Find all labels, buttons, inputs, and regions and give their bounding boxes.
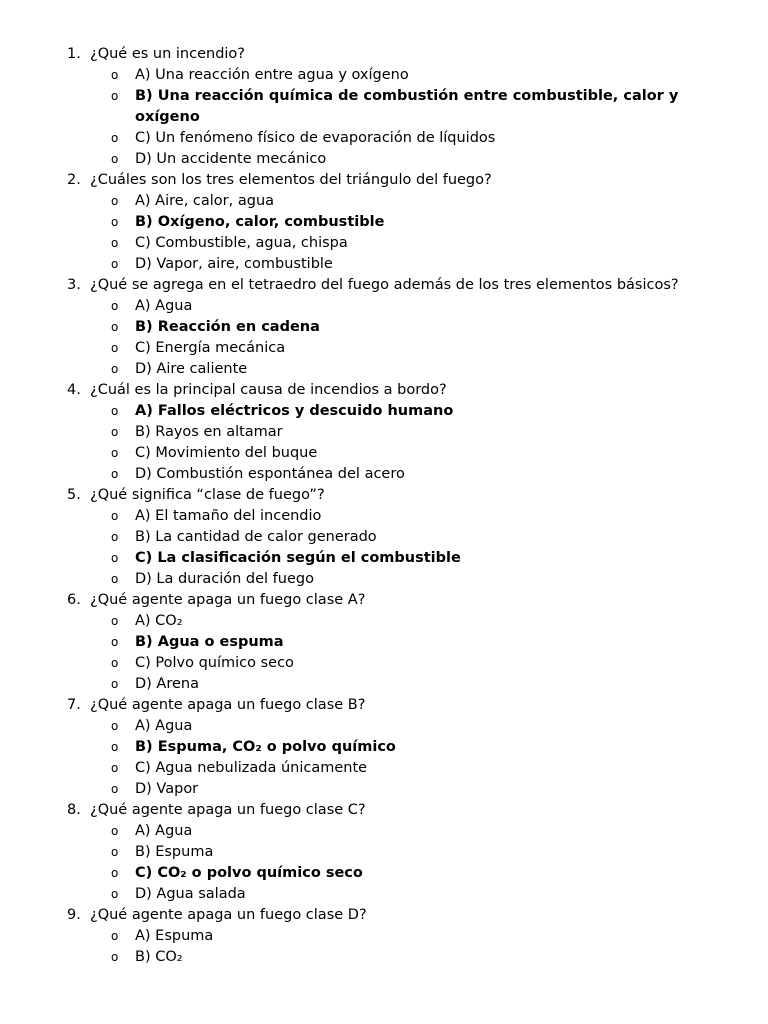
correct-answer-option	[0, 632, 768, 653]
answer-option	[0, 716, 768, 737]
bullet-icon: o	[111, 404, 119, 418]
answer-option-text: C) Combustible, agua, chispa	[135, 235, 348, 251]
question-6	[0, 590, 768, 695]
bullet-icon: o	[111, 257, 119, 271]
answer-option-text: B) Reacción en cadena	[135, 319, 320, 335]
question-text: ¿Qué significa “clase de fuego”?	[90, 487, 325, 503]
bullet-icon: o	[111, 614, 119, 628]
bullet-icon: o	[111, 215, 119, 229]
answer-option	[0, 506, 768, 527]
question-3	[0, 275, 768, 380]
bullet-icon: o	[111, 866, 119, 880]
bullet-icon: o	[111, 341, 119, 355]
question-text: ¿Qué agente apaga un fuego clase D?	[90, 907, 367, 923]
question-5	[0, 485, 768, 590]
answer-option	[0, 779, 768, 800]
question-4	[0, 380, 768, 485]
question-text: ¿Qué se agrega en el tetraedro del fuego además de los tres elementos básicos?	[90, 277, 679, 293]
answer-option-text: C) Energía mecánica	[135, 340, 286, 356]
answer-option-text: A) Agua	[135, 718, 193, 734]
answer-option	[0, 821, 768, 842]
bullet-icon: o	[111, 152, 119, 166]
question-row	[0, 590, 768, 611]
answer-option-text: D) Agua salada	[135, 886, 246, 902]
correct-answer-option	[0, 86, 768, 128]
answer-option-text: B) La cantidad de calor generado	[135, 529, 377, 545]
answer-option-text: C) Movimiento del buque	[135, 445, 318, 461]
answer-option	[0, 296, 768, 317]
bullet-icon: o	[111, 68, 119, 82]
bullet-icon: o	[111, 467, 119, 481]
bullet-icon: o	[111, 572, 119, 586]
bullet-icon: o	[111, 929, 119, 943]
question-2	[0, 170, 768, 275]
answer-option	[0, 884, 768, 905]
question-row	[0, 275, 768, 296]
bullet-icon: o	[111, 446, 119, 460]
bullet-icon: o	[111, 530, 119, 544]
answer-option-text: A) Aire, calor, agua	[135, 193, 275, 209]
answer-option	[0, 527, 768, 548]
question-row	[0, 800, 768, 821]
question-row	[0, 695, 768, 716]
question-text: ¿Cuál es la principal causa de incendios a bordo?	[90, 382, 447, 398]
question-number: 9.	[67, 907, 81, 923]
question-text: ¿Qué agente apaga un fuego clase A?	[90, 592, 366, 608]
answer-option	[0, 233, 768, 254]
answer-option	[0, 947, 768, 968]
answer-option-text: A) El tamaño del incendio	[135, 508, 322, 524]
bullet-icon: o	[111, 824, 119, 838]
bullet-icon: o	[111, 89, 119, 103]
answer-option-text: B) Agua o espuma	[135, 634, 284, 650]
answer-option-text: A) Fallos eléctricos y descuido humano	[135, 403, 454, 419]
question-row	[0, 485, 768, 506]
answer-option	[0, 254, 768, 275]
answer-option-text: B) Rayos en altamar	[135, 424, 283, 440]
correct-answer-option	[0, 737, 768, 758]
answer-option-text: B) Una reacción química de combustión entre combustible, calor y oxígeno	[135, 88, 679, 125]
bullet-icon: o	[111, 299, 119, 313]
answer-option	[0, 653, 768, 674]
answer-option-text: C) Agua nebulizada únicamente	[135, 760, 368, 776]
correct-answer-option	[0, 863, 768, 884]
answer-option-text: B) Espuma	[135, 844, 214, 860]
answer-option-text: C) La clasificación según el combustible	[135, 550, 461, 566]
question-text: ¿Qué es un incendio?	[90, 46, 246, 62]
answer-option-text: A) CO₂	[135, 613, 183, 629]
quiz-list	[0, 44, 768, 968]
bullet-icon: o	[111, 677, 119, 691]
answer-option-text: B) Oxígeno, calor, combustible	[135, 214, 385, 230]
answer-option-text: C) Polvo químico seco	[135, 655, 294, 671]
correct-answer-option	[0, 317, 768, 338]
bullet-icon: o	[111, 887, 119, 901]
bullet-icon: o	[111, 320, 119, 334]
answer-option-text: C) Un fenómeno físico de evaporación de líquidos	[135, 130, 496, 146]
question-7	[0, 695, 768, 800]
answer-option	[0, 926, 768, 947]
correct-answer-option	[0, 212, 768, 233]
answer-option-text: D) Vapor	[135, 781, 199, 797]
answer-option-text: D) Vapor, aire, combustible	[135, 256, 333, 272]
answer-option	[0, 464, 768, 485]
answer-option-text: D) La duración del fuego	[135, 571, 314, 587]
answer-option-text: A) Una reacción entre agua y oxígeno	[135, 67, 409, 83]
question-number: 2.	[67, 172, 81, 188]
answer-option	[0, 569, 768, 590]
bullet-icon: o	[111, 656, 119, 670]
bullet-icon: o	[111, 635, 119, 649]
correct-answer-option	[0, 548, 768, 569]
answer-option	[0, 758, 768, 779]
answer-option-text: A) Agua	[135, 298, 193, 314]
question-number: 8.	[67, 802, 81, 818]
question-number: 3.	[67, 277, 81, 293]
answer-option-text: D) Un accidente mecánico	[135, 151, 327, 167]
bullet-icon: o	[111, 719, 119, 733]
answer-option	[0, 842, 768, 863]
question-8	[0, 800, 768, 905]
answer-option	[0, 422, 768, 443]
answer-option	[0, 65, 768, 86]
answer-option-text: C) CO₂ o polvo químico seco	[135, 865, 363, 881]
bullet-icon: o	[111, 551, 119, 565]
question-row	[0, 44, 768, 65]
question-text: ¿Qué agente apaga un fuego clase B?	[90, 697, 366, 713]
question-number: 6.	[67, 592, 81, 608]
answer-option	[0, 443, 768, 464]
answer-option-text: B) CO₂	[135, 949, 183, 965]
bullet-icon: o	[111, 236, 119, 250]
bullet-icon: o	[111, 425, 119, 439]
question-number: 5.	[67, 487, 81, 503]
answer-option	[0, 128, 768, 149]
correct-answer-option	[0, 401, 768, 422]
bullet-icon: o	[111, 845, 119, 859]
answer-option	[0, 338, 768, 359]
bullet-icon: o	[111, 131, 119, 145]
question-row	[0, 170, 768, 191]
bullet-icon: o	[111, 740, 119, 754]
question-1	[0, 44, 768, 170]
answer-option	[0, 191, 768, 212]
answer-option	[0, 359, 768, 380]
bullet-icon: o	[111, 950, 119, 964]
bullet-icon: o	[111, 194, 119, 208]
answer-option	[0, 149, 768, 170]
answer-option-text: D) Combustión espontánea del acero	[135, 466, 405, 482]
question-9	[0, 905, 768, 968]
answer-option-text: D) Arena	[135, 676, 199, 692]
bullet-icon: o	[111, 761, 119, 775]
bullet-icon: o	[111, 509, 119, 523]
answer-option	[0, 611, 768, 632]
bullet-icon: o	[111, 782, 119, 796]
question-text: ¿Cuáles son los tres elementos del triángulo del fuego?	[90, 172, 492, 188]
answer-option-text: D) Aire caliente	[135, 361, 248, 377]
question-number: 7.	[67, 697, 81, 713]
answer-option-text: B) Espuma, CO₂ o polvo químico	[135, 739, 396, 755]
answer-option-text: A) Agua	[135, 823, 193, 839]
answer-option	[0, 674, 768, 695]
question-number: 1.	[67, 46, 81, 62]
question-number: 4.	[67, 382, 81, 398]
bullet-icon: o	[111, 362, 119, 376]
answer-option-text: A) Espuma	[135, 928, 214, 944]
question-text: ¿Qué agente apaga un fuego clase C?	[90, 802, 366, 818]
question-row	[0, 380, 768, 401]
question-row	[0, 905, 768, 926]
